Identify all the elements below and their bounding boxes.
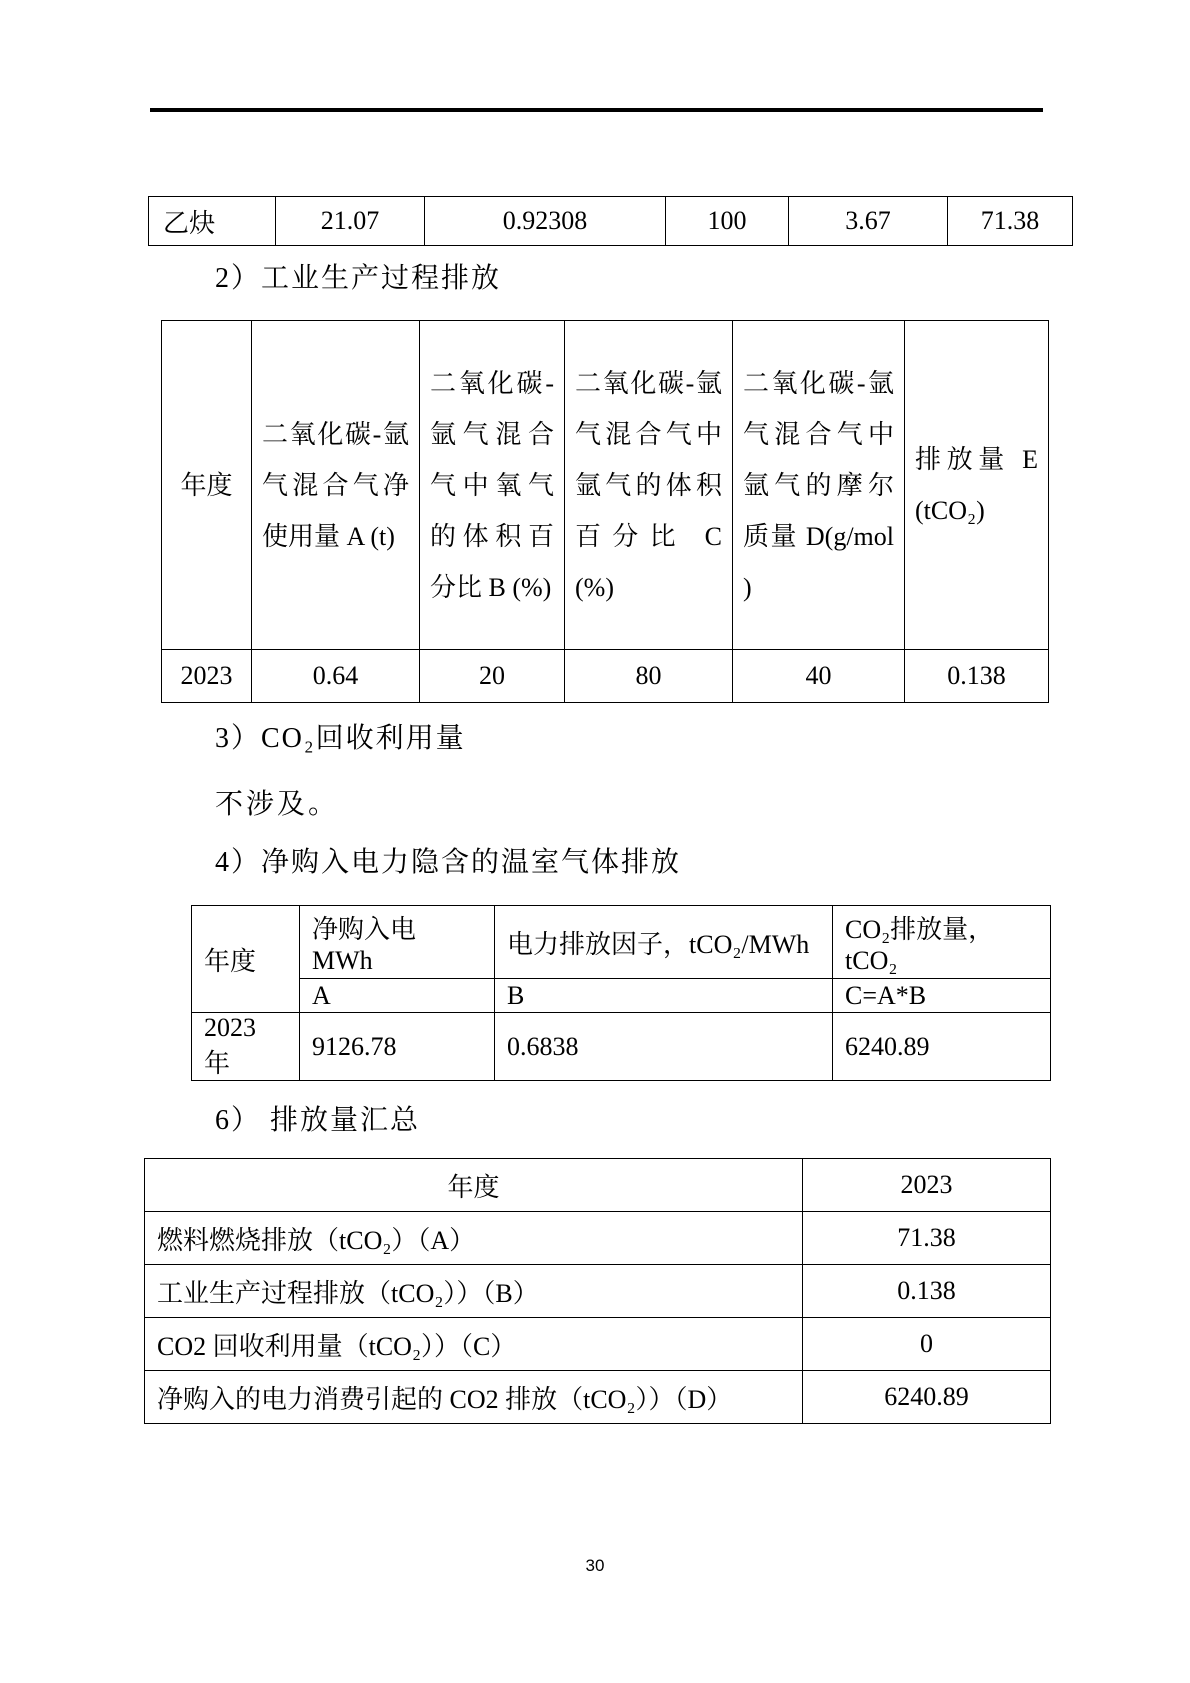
emission-summary-table xyxy=(144,1158,1051,1424)
elec-header-year: 年度 xyxy=(192,906,300,1013)
fuel-value-cell: 21.07 xyxy=(276,197,425,246)
elec-value-cell: 9126.78 xyxy=(300,1013,495,1081)
header-rule xyxy=(150,108,1043,112)
process-header-argon-percent: 二氧化碳-氩气混合气中氩气的体积百分比 C (%) xyxy=(565,321,733,650)
fuel-combustion-table-row xyxy=(148,196,1073,246)
table-row xyxy=(192,1013,1051,1081)
summary-label-process: 工业生产过程排放（tCO₂））（B） xyxy=(145,1265,803,1318)
elec-header-emission: CO₂排放量，tCO₂ xyxy=(833,906,1051,979)
process-header-oxygen-percent: 二氧化碳-氩气混合气中氧气的体积百分比 B (%) xyxy=(420,321,565,650)
process-header-emission: 排放量 E (tCO₂) xyxy=(905,321,1049,650)
table-row xyxy=(149,197,1073,246)
process-emission-table xyxy=(161,320,1049,703)
table-formula-row xyxy=(192,979,1051,1013)
heading-emission-summary: 6） 排放量汇总 xyxy=(215,1105,421,1136)
table-row xyxy=(145,1318,1051,1371)
table-row xyxy=(145,1212,1051,1265)
co2-recovery-note: 不涉及。 xyxy=(215,789,340,820)
summary-value-process: 0.138 xyxy=(803,1265,1051,1318)
process-header-molar-mass: 二氧化碳-氩气混合气中氩气的摩尔质量 D(g/mol ) xyxy=(733,321,905,650)
elec-value-cell: 0.6838 xyxy=(495,1013,833,1081)
elec-formula-a: A xyxy=(300,979,495,1013)
table-header-row xyxy=(145,1159,1051,1212)
heading-co2-recovery: 3）CO₂回收利用量 xyxy=(215,723,466,754)
elec-formula-c: C=A*B xyxy=(833,979,1051,1013)
fuel-value-cell: 3.67 xyxy=(789,197,948,246)
fuel-value-cell: 0.92308 xyxy=(425,197,666,246)
process-value-cell: 80 xyxy=(565,650,733,703)
table-row xyxy=(162,650,1049,703)
summary-label-fuel: 燃料燃烧排放（tCO₂）（A） xyxy=(145,1212,803,1265)
fuel-value-cell: 71.38 xyxy=(948,197,1073,246)
elec-formula-b: B xyxy=(495,979,833,1013)
table-header-row xyxy=(192,906,1051,979)
process-value-cell: 40 xyxy=(733,650,905,703)
elec-header-factor: 电力排放因子，tCO₂/MWh xyxy=(495,906,833,979)
summary-header-2023: 2023 xyxy=(803,1159,1051,1212)
heading-industrial-process: 2）工业生产过程排放 xyxy=(215,263,502,294)
fuel-value-cell: 100 xyxy=(666,197,789,246)
summary-value-fuel: 71.38 xyxy=(803,1212,1051,1265)
process-year-cell: 2023 xyxy=(162,650,252,703)
heading-purchased-electricity: 4）净购入电力隐含的温室气体排放 xyxy=(215,847,682,878)
summary-label-electricity: 净购入的电力消费引起的 CO2 排放（tCO₂））（D） xyxy=(145,1371,803,1424)
process-value-cell: 0.138 xyxy=(905,650,1049,703)
process-value-cell: 0.64 xyxy=(252,650,420,703)
elec-header-purchased: 净购入电 MWh xyxy=(300,906,495,979)
elec-year-cell: 2023 年 xyxy=(192,1013,300,1081)
summary-label-recovery: CO2 回收利用量（tCO₂））（C） xyxy=(145,1318,803,1371)
process-header-year: 年度 xyxy=(162,321,252,650)
electricity-emission-table xyxy=(191,905,1051,1081)
process-value-cell: 20 xyxy=(420,650,565,703)
table-row xyxy=(145,1371,1051,1424)
table-header-row xyxy=(162,321,1049,650)
summary-value-recovery: 0 xyxy=(803,1318,1051,1371)
page-number: 30 xyxy=(585,1556,605,1575)
summary-header-year: 年度 xyxy=(145,1159,803,1212)
summary-value-electricity: 6240.89 xyxy=(803,1371,1051,1424)
fuel-name-cell: 乙炔 xyxy=(149,197,276,246)
elec-value-cell: 6240.89 xyxy=(833,1013,1051,1081)
table-row xyxy=(145,1265,1051,1318)
process-header-net-usage: 二氧化碳-氩气混合气净使用量 A (t) xyxy=(252,321,420,650)
